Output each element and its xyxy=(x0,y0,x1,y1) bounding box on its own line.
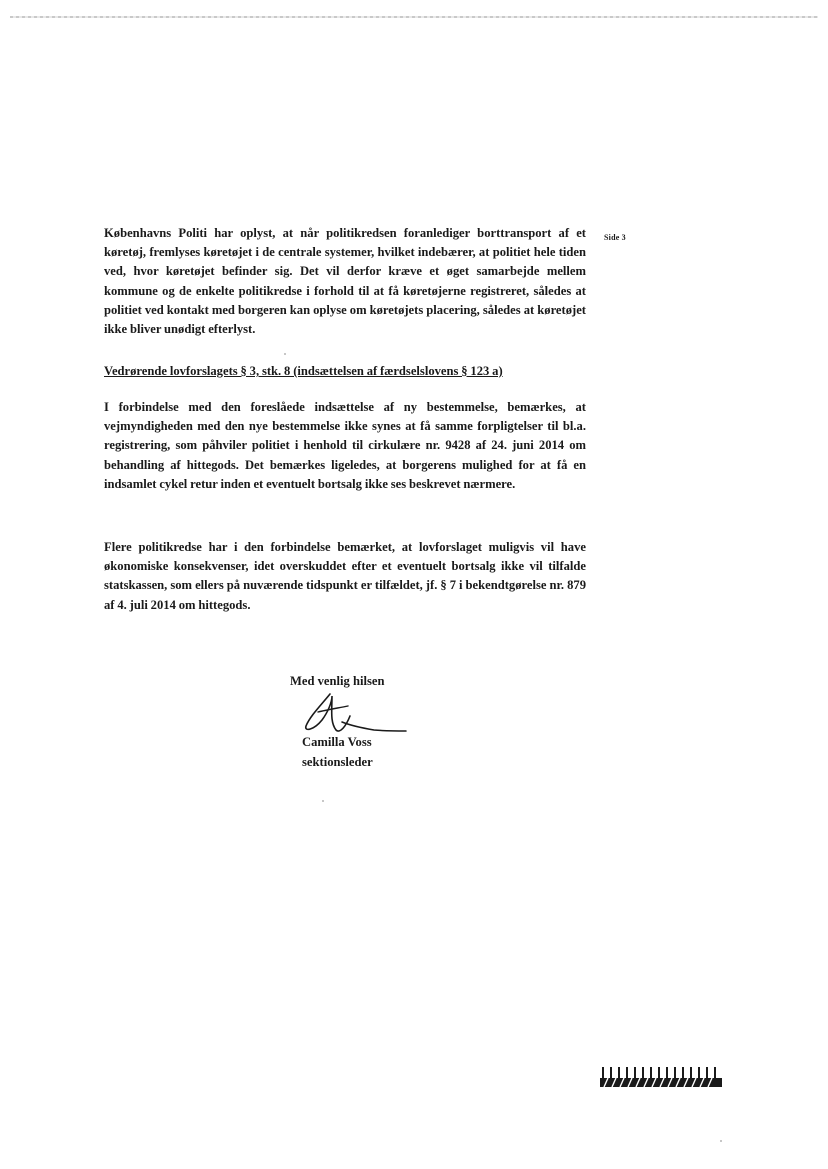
signer-title: sektionsleder xyxy=(302,755,373,769)
document-barcode xyxy=(600,1066,722,1088)
page-number-label: Side 3 xyxy=(604,233,626,242)
paragraph-economic-consequences: Flere politikredse har i den forbindelse bemærket, at lovforslaget muligvis vil have økonomiske konsekvenser, idet overskuddet efter et eventuelt bortsalg ikke vil tilfalde statskassen, som ellers på nuværende tidspunkt er tilfældet, jf. § 7 i bekendtgørelse nr. 879 af 4. juli 2014 om hittegods. xyxy=(104,540,586,612)
paragraph-road-authority: I forbindelse med den foreslåede indsættelse af ny bestemmelse, bemærkes, at vejmyndigheden med den nye bestemmelse ikke synes at få samme forpligtelser til bl.a. registrering, som påhviler politiet i henhold til cirkulære nr. 9428 af 24. juni 2014 om behandling af hittegods. Det bemærkes ligeledes, at borgerens mulighed for at få en indsamlet cykel retur inden et eventuelt bortsalg ikke ses beskrevet nærmere. xyxy=(104,400,586,491)
scan-speck xyxy=(720,1140,722,1142)
handwritten-signature xyxy=(292,686,412,740)
closing-greeting: Med venlig hilsen xyxy=(290,674,385,688)
paragraph-police-registration: Københavns Politi har oplyst, at når politikredsen foranlediger borttransport af et køretøj, fremlyses køretøjet i de centrale systemer, hvilket indebærer, at politiet hele tiden ved, hvor køretøjet befinder sig. Det vil derfor kræve et øget samarbejde mellem kommune og de enkelte politikredse i forhold til at få køretøjerne registreret, således at politiet ved kontakt med borgeren kan oplyse om køretøjets placering, således at køretøjet ikke bliver unødigt efterlyst. xyxy=(104,226,586,337)
scan-speck xyxy=(284,353,286,355)
scan-top-edge xyxy=(10,16,818,18)
scan-speck xyxy=(322,800,324,802)
signer-name: Camilla Voss xyxy=(302,735,372,749)
section-heading: Vedrørende lovforslagets § 3, stk. 8 (indsættelsen af færdselslovens § 123 a) xyxy=(104,364,503,378)
